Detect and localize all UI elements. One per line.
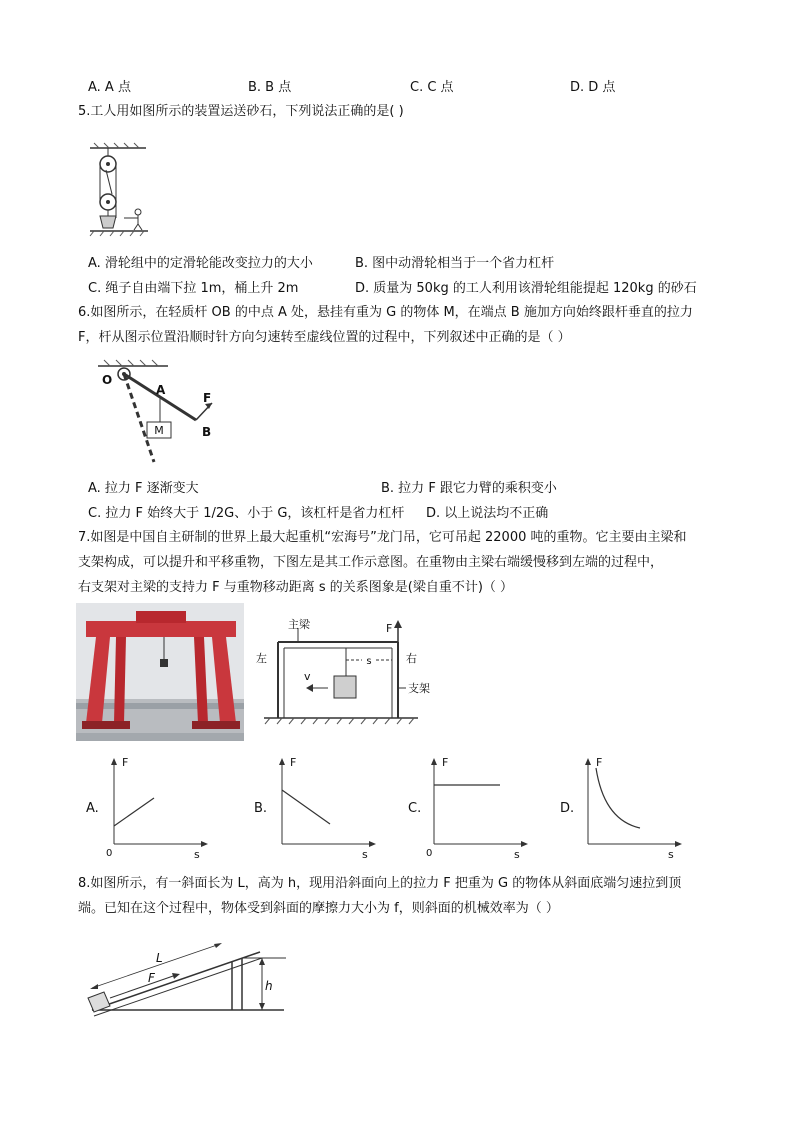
- q6-stem-line-2: F，杆从图示位置沿顺时针方向匀速转至虚线位置的过程中，下列叙述中正确的是（ ）: [78, 330, 571, 345]
- q5-option-a: A. 滑轮组中的定滑轮能改变拉力的大小: [88, 256, 313, 271]
- support-label: 支架: [408, 682, 430, 695]
- a-label: A: [156, 383, 166, 397]
- left-label: 左: [256, 652, 267, 665]
- q4-option-b: B. B 点: [248, 80, 292, 95]
- f-label: F: [386, 622, 393, 635]
- graph-b: [272, 752, 382, 862]
- s-label: s: [366, 656, 372, 667]
- gantry-crane-photo: [76, 603, 244, 741]
- q6-option-c: C. 拉力 F 始终大于 1/2G、小于 G，该杠杆是省力杠杆: [88, 506, 405, 521]
- f-label: F: [203, 391, 212, 405]
- incline-figure: [80, 928, 290, 1020]
- h-label: h: [265, 979, 273, 993]
- m-label: M: [154, 424, 164, 437]
- svg-text:s: s: [514, 848, 520, 861]
- svg-text:F: F: [596, 756, 603, 769]
- q4-option-d: D. D 点: [570, 80, 616, 95]
- svg-text:s: s: [194, 848, 200, 861]
- lever-figure: [88, 358, 228, 468]
- svg-text:0: 0: [106, 848, 113, 859]
- gantry-schematic: [250, 618, 450, 726]
- svg-text:F: F: [442, 756, 449, 769]
- b-label: B: [202, 425, 212, 439]
- q6-option-a: A. 拉力 F 逐渐变大: [88, 481, 199, 496]
- graph-a: [104, 752, 214, 862]
- graph-option-c-label: C.: [408, 801, 422, 816]
- graph-d: [578, 752, 688, 862]
- q5-option-c: C. 绳子自由端下拉 1m，桶上升 2m: [88, 281, 299, 296]
- svg-text:F: F: [122, 756, 129, 769]
- q4-option-c: C. C 点: [410, 80, 454, 95]
- f-force-label: F: [148, 971, 155, 985]
- svg-text:F: F: [290, 756, 297, 769]
- q6-stem-line-1: 6.如图所示，在轻质杆 OB 的中点 A 处，悬挂有重为 G 的物体 M，在端点 B 施加方向始终跟杆垂直的拉力: [78, 305, 693, 320]
- q8-stem-line-2: 端。已知在这个过程中，物体受到斜面的摩擦力大小为 f，则斜面的机械效率为（ ）: [78, 901, 559, 916]
- svg-text:s: s: [362, 848, 368, 861]
- right-label: 右: [406, 652, 417, 665]
- graph-option-a-label: A.: [86, 801, 99, 816]
- q7-stem-line-1: 7.如图是中国自主研制的世界上最大起重机“宏海号”龙门吊，它可吊起 22000 吨的重物。它主要由主梁和: [78, 530, 687, 545]
- svg-text:s: s: [668, 848, 674, 861]
- q6-option-b: B. 拉力 F 跟它力臂的乘积变小: [381, 481, 557, 496]
- q8-stem-line-1: 8.如图所示，有一斜面长为 L，高为 h，现用沿斜面向上的拉力 F 把重为 G 的物体从斜面底端匀速拉到顶: [78, 876, 682, 891]
- q7-stem-line-3: 右支架对主梁的支持力 F 与重物移动距离 s 的关系图象是(梁自重不计)（ ）: [78, 580, 514, 595]
- graph-option-d-label: D.: [560, 801, 575, 816]
- q5-option-b: B. 图中动滑轮相当于一个省力杠杆: [355, 256, 555, 271]
- q7-stem-line-2: 支架构成，可以提升和平移重物，下图左是其工作示意图。在重物由主梁右端缓慢移到左端的过程中，: [78, 555, 664, 570]
- l-label: L: [156, 951, 163, 965]
- o-label: O: [102, 373, 113, 387]
- q4-option-a: A. A 点: [88, 80, 131, 95]
- q5-stem: 5.工人用如图所示的装置运送砂石，下列说法正确的是( ): [78, 104, 404, 119]
- q6-option-d: D. 以上说法均不正确: [426, 506, 549, 521]
- beam-label: 主梁: [288, 618, 310, 631]
- graph-option-b-label: B.: [254, 801, 268, 816]
- graph-c: [424, 752, 534, 862]
- v-label: v: [304, 670, 311, 683]
- q5-option-d: D. 质量为 50kg 的工人利用该滑轮组能提起 120kg 的砂石: [355, 281, 697, 296]
- pulley-system-figure: [84, 140, 156, 240]
- svg-text:0: 0: [426, 848, 433, 859]
